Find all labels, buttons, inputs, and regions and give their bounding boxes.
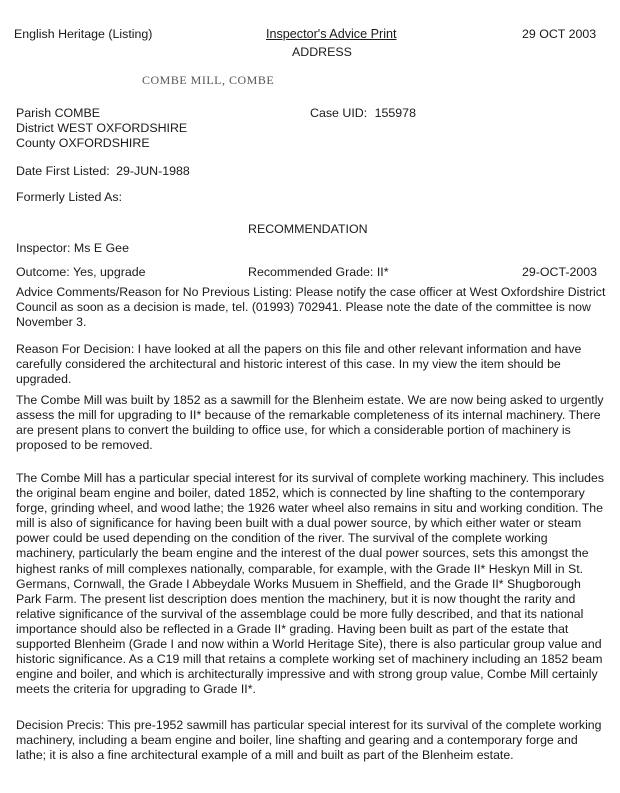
mill-background-text: The Combe Mill was built by 1852 as a sawmill for the Blenheim estate. We are now being asked to urgently assess the mill for upgrading to II* because of the remarkable completeness of its internal machinery. There are present plans to convert the building to office use, for which a considerable portion of machinery is proposed to be removed. bbox=[16, 393, 604, 453]
inspector-row bbox=[16, 241, 129, 256]
parish-value: COMBE bbox=[54, 106, 101, 120]
reason-for-decision-text: Reason For Decision: I have looked at all the papers on this file and other relevant information and have carefully considered the architectural and historic interest of this case. In my view the item should be upgraded. bbox=[16, 342, 582, 387]
section-heading-address: ADDRESS bbox=[292, 45, 352, 59]
print-date: 29 OCT 2003 bbox=[522, 27, 597, 41]
case-uid-row bbox=[310, 106, 416, 121]
date-first-listed-label: Date First Listed: bbox=[16, 164, 110, 178]
recommended-grade-value: II* bbox=[376, 265, 389, 279]
decision-precis-text: Decision Precis: This pre-1952 sawmill has particular special interest for its survival of the complete working machinery, including a beam engine and boiler, line shafting and gearing and a contemporary forge and lathe; it is also a fine architectural example of a mill and built as part of the Blenheim estate. bbox=[16, 718, 602, 763]
outcome-label: Outcome: bbox=[16, 265, 70, 279]
inspector-value: Ms E Gee bbox=[73, 241, 129, 255]
formerly-listed-label: Formerly Listed As: bbox=[16, 190, 123, 204]
case-uid-label: Case UID: bbox=[310, 106, 368, 120]
significance-paragraph bbox=[16, 471, 606, 697]
county-label: County bbox=[16, 136, 56, 150]
county-row bbox=[16, 136, 150, 151]
parish-label: Parish bbox=[16, 106, 52, 120]
outcome-row bbox=[16, 265, 146, 280]
organisation-name: English Heritage (Listing) bbox=[14, 27, 153, 41]
district-row bbox=[16, 121, 187, 136]
outcome-value: Yes, upgrade bbox=[72, 265, 146, 279]
county-value: OXFORDSHIRE bbox=[58, 136, 150, 150]
district-label: District bbox=[16, 121, 54, 135]
document-title: Inspector's Advice Print bbox=[266, 27, 397, 41]
mill-background-paragraph bbox=[16, 393, 606, 453]
inspector-label: Inspector: bbox=[16, 241, 71, 255]
parish-row bbox=[16, 106, 100, 121]
recommendation-date: 29-OCT-2003 bbox=[522, 265, 598, 279]
reason-for-decision-paragraph bbox=[16, 342, 606, 387]
date-first-listed-value: 29-JUN-1988 bbox=[116, 164, 190, 178]
advice-comments-paragraph bbox=[16, 285, 606, 330]
recommendation-heading: RECOMMENDATION bbox=[248, 222, 368, 236]
advice-comments-text: Advice Comments/Reason for No Previous Listing: Please notify the case officer at West Oxfordshire District Council as soon as a decision is made, tel. (01993) 702941. Please note the date of the committee is now November 3. bbox=[16, 285, 606, 330]
grade-row bbox=[248, 265, 389, 280]
district-value: WEST OXFORDSHIRE bbox=[57, 121, 188, 135]
case-uid-value: 155978 bbox=[374, 106, 416, 120]
address-line: COMBE MILL, COMBE bbox=[142, 73, 275, 87]
significance-text: The Combe Mill has a particular special interest for its survival of complete working machinery. This includes the original beam engine and boiler, dated 1852, which is connected by line shafting to the contemporary forge, grinding wheel, and wood lathe; the 1926 water wheel also remains in situ and working condition. The mill is also of significance for having been built with a dual power source, by which either water or steam power could be used depending on the condition of the river. The survival of the complete working machinery, particularly the beam engine and the interest of the dual power sources, sets this amongst the highest ranks of mill complexes nationally, comparable, for example, with the Grade II* Heskyn Mill in St. Germans, Cornwall, the Grade I Abbeydale Works Musuem in Sheffield, and the Grade II* Shugborough Park Farm. The present list description does mention the machinery, but it is now thought the rarity and relative significance of the survival of the assemblage could be more fully described, and that its national importance should also be reflected in a Grade II* grading. Having been built as part of the estate that supported Blenheim (Grade I and now within a World Heritage Site), there is also particular group value and historic significance. As a C19 mill that retains a complete working set of machinery including an 1852 beam engine and boiler, and which is architecturally impressive and with strong group value, Combe Mill certainly meets the criteria for upgrading to Grade II*. bbox=[16, 471, 604, 697]
recommended-grade-label: Recommended Grade: bbox=[248, 265, 374, 279]
decision-precis-paragraph bbox=[16, 718, 606, 763]
date-first-listed-row bbox=[16, 164, 190, 179]
